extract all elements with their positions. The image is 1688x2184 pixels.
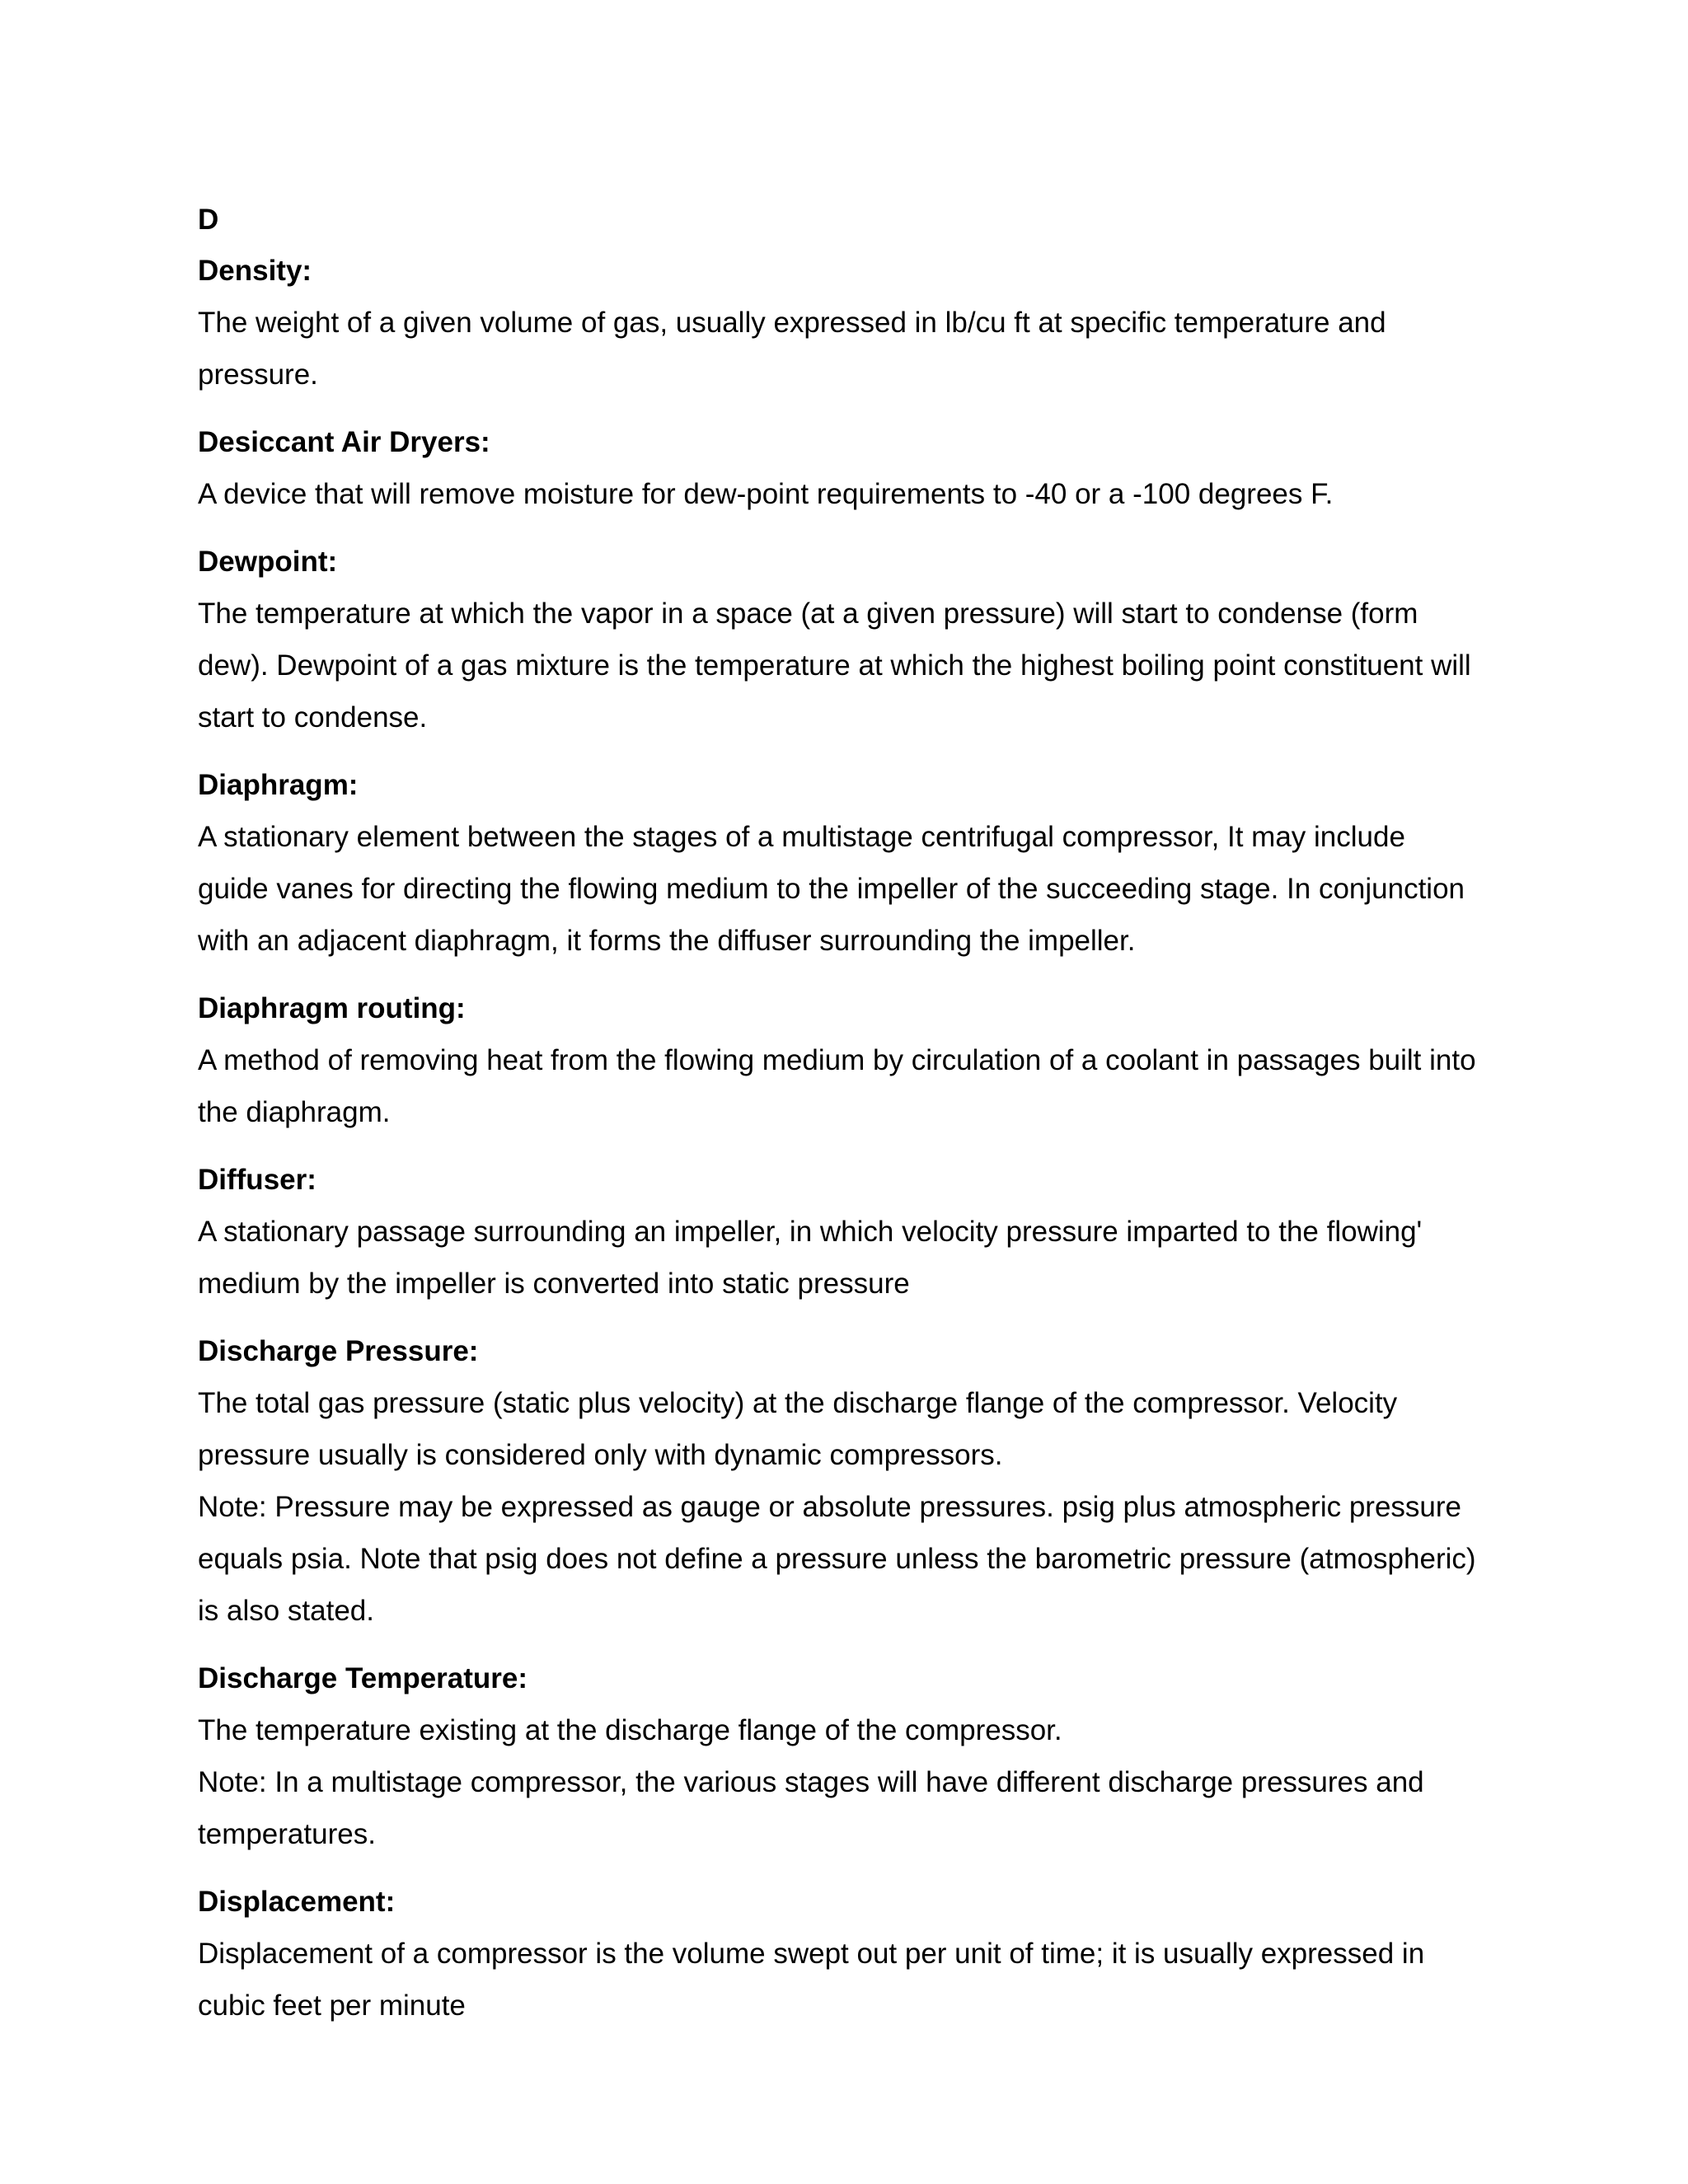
term-definition: Displacement of a compressor is the volume swept out per unit of time; it is usually expressed in cubic feet per minute xyxy=(198,1938,1425,2022)
term-heading: Discharge Temperature: xyxy=(198,1662,528,1694)
term-definition: The total gas pressure (static plus velocity) at the discharge flange of the compressor. Velocity pressure usually is considered only with dynamic compressors. xyxy=(198,1387,1398,1471)
glossary-entry-diaphragm-routing xyxy=(198,983,1484,1138)
glossary-entry-dewpoint xyxy=(198,537,1484,743)
glossary-entry-diaphragm xyxy=(198,760,1484,967)
glossary-entry-density xyxy=(198,246,1484,401)
term-heading: Discharge Pressure: xyxy=(198,1335,479,1367)
glossary-entry-diffuser xyxy=(198,1155,1484,1310)
term-heading: Dewpoint: xyxy=(198,546,338,578)
term-heading: Diaphragm: xyxy=(198,769,359,801)
term-definition: A method of removing heat from the flowing medium by circulation of a coolant in passages built into the diaphragm. xyxy=(198,1044,1476,1128)
glossary-entry-discharge-pressure xyxy=(198,1326,1484,1637)
term-heading: Displacement: xyxy=(198,1886,396,1918)
glossary-entry-discharge-temperature xyxy=(198,1653,1484,1860)
term-definition: The weight of a given volume of gas, usually expressed in lb/cu ft at specific temperature and pressure. xyxy=(198,307,1386,391)
glossary-content xyxy=(198,194,1484,2048)
term-note: Note: Pressure may be expressed as gauge or absolute pressures. psig plus atmospheric pressure equals psia. Note that psig does not define a pressure unless the barometric pressure (atmospheric) is also stated. xyxy=(198,1491,1476,1627)
term-definition: A stationary passage surrounding an impeller, in which velocity pressure imparted to the flowing' medium by the impeller is converted into static pressure xyxy=(198,1216,1423,1300)
term-definition: A device that will remove moisture for dew-point requirements to -40 or a -100 degrees F. xyxy=(198,478,1334,510)
glossary-entry-displacement xyxy=(198,1877,1484,2032)
term-heading: Density: xyxy=(198,255,312,287)
term-definition: The temperature existing at the discharge flange of the compressor. xyxy=(198,1714,1062,1746)
glossary-entry-desiccant-air-dryers xyxy=(198,417,1484,520)
term-heading: Desiccant Air Dryers: xyxy=(198,426,490,458)
term-note: Note: In a multistage compressor, the various stages will have different discharge pressures and temperatures. xyxy=(198,1766,1424,1850)
term-definition: The temperature at which the vapor in a space (at a given pressure) will start to condense (form dew). Dewpoint of a gas mixture is the temperature at which the highest boiling point constituent will start to condense. xyxy=(198,598,1471,733)
term-heading: Diffuser: xyxy=(198,1164,316,1196)
term-definition: A stationary element between the stages of a multistage centrifugal compressor, It may include guide vanes for directing the flowing medium to the impeller of the succeeding stage. In conjunction with an adjacent diaphragm, it forms the diffuser surrounding the impeller. xyxy=(198,821,1465,957)
section-letter: D xyxy=(198,204,219,236)
term-heading: Diaphragm routing: xyxy=(198,992,466,1024)
